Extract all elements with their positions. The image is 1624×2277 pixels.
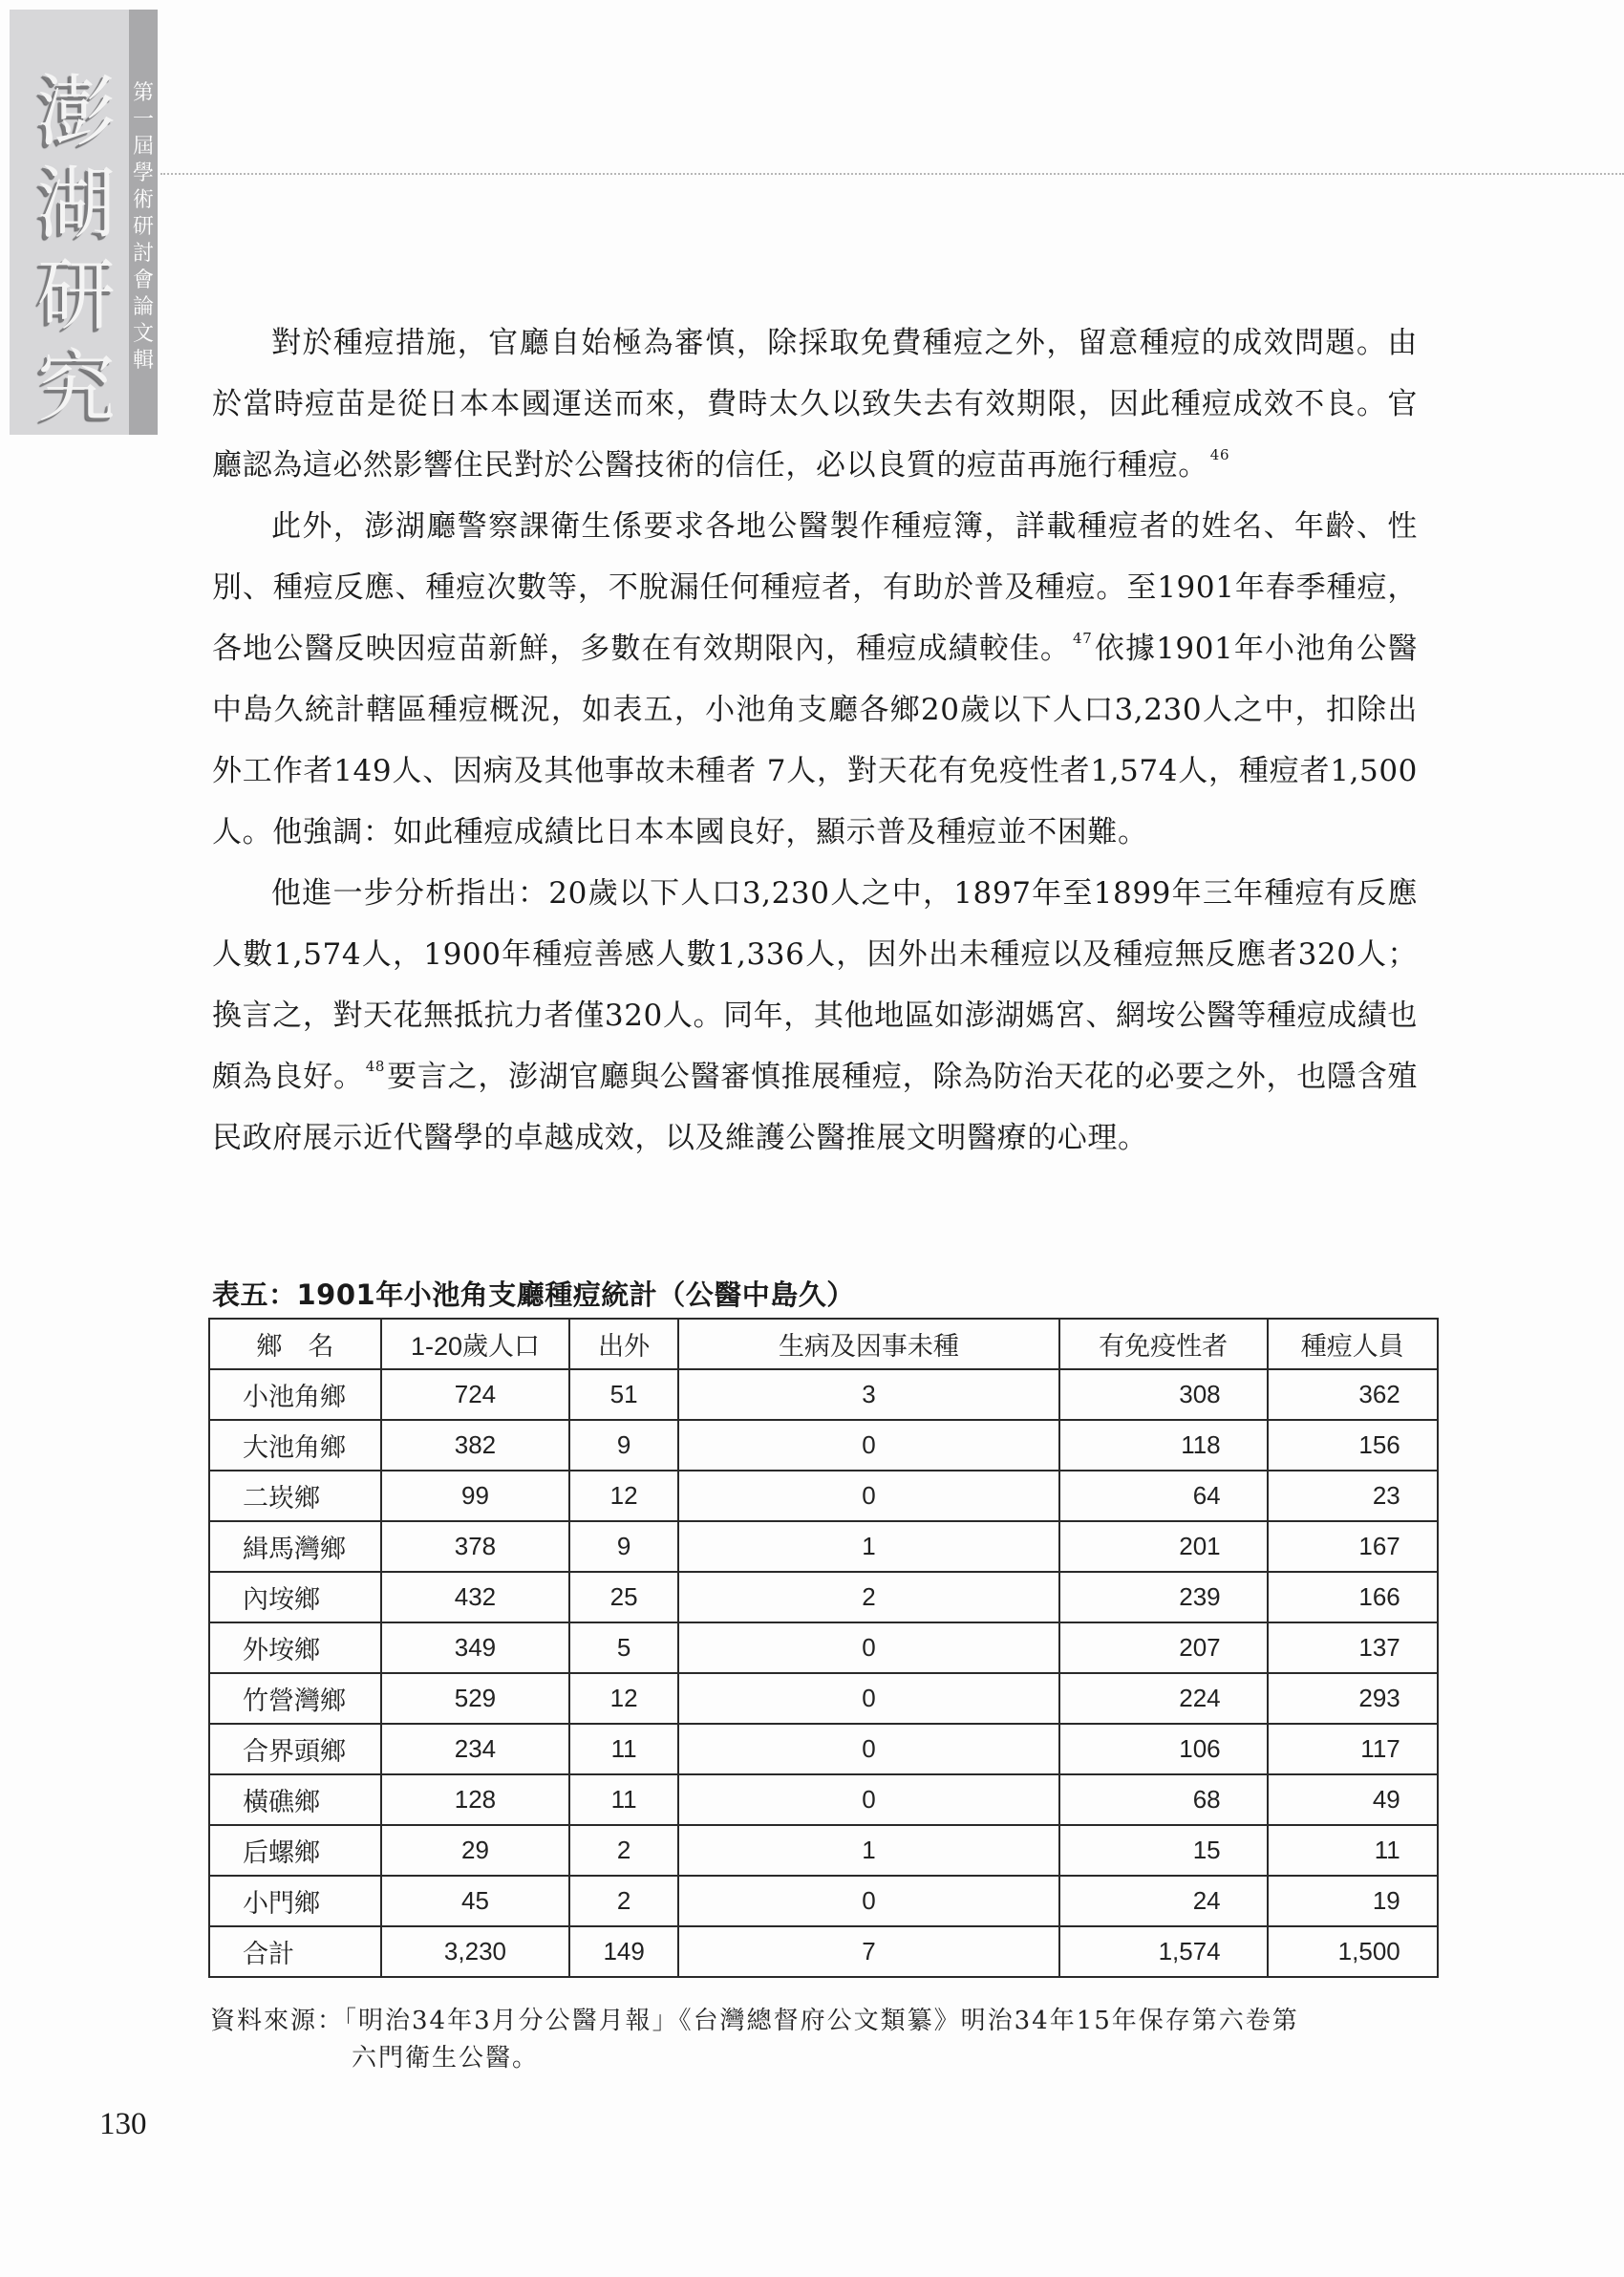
journal-subtitle-char: 討: [132, 242, 154, 266]
cell-sick-unvaccinated: 0: [678, 1471, 1059, 1521]
cell-population: 724: [381, 1369, 569, 1420]
body-paragraph: [212, 496, 1418, 863]
cell-township: 緝馬灣鄉: [209, 1521, 381, 1572]
journal-subtitle-vertical: [129, 80, 158, 375]
footnote-ref[interactable]: 46: [1209, 446, 1230, 463]
cell-population: 99: [381, 1471, 569, 1521]
cell-away: 51: [569, 1369, 678, 1420]
cell-immune-value: 118: [1181, 1430, 1221, 1459]
cell-sick-unvaccinated: 0: [678, 1622, 1059, 1673]
cell-population: 29: [381, 1825, 569, 1876]
table-caption: 表五：1901年小池角支廳種痘統計（公醫中島久）: [212, 1278, 855, 1311]
table-row: [209, 1369, 1438, 1420]
cell-immune-value: 239: [1179, 1582, 1221, 1611]
cell-population: 128: [381, 1774, 569, 1825]
cell-immune: [1059, 1926, 1268, 1977]
table-row: [209, 1420, 1438, 1471]
cell-vaccinated: [1268, 1876, 1439, 1926]
cell-away: 2: [569, 1825, 678, 1876]
cell-township: 小門鄉: [209, 1876, 381, 1926]
footnote-ref[interactable]: 47: [1073, 630, 1093, 647]
cell-immune: [1059, 1572, 1268, 1622]
cell-vaccinated: [1268, 1420, 1439, 1471]
cell-population: 382: [381, 1420, 569, 1471]
cell-away: 25: [569, 1572, 678, 1622]
paragraph-text: 依據1901年小池角公醫中島久統計轄區種痘概況，如表五，小池角支廳各鄉20歲以下人口3,230人之中，扣除出外工作者149人、因病及其他事故未種者 7人，對天花有免疫性者1,574人，種痘者1,500人。他強調：如此種痘成績比日本本國良好，顯示普及種痘並不困難。: [212, 632, 1419, 849]
cell-vaccinated-value: 167: [1358, 1532, 1400, 1560]
body-paragraph: [212, 312, 1418, 496]
cell-immune-value: 224: [1179, 1684, 1221, 1712]
vaccination-stats-table: [208, 1318, 1439, 1978]
journal-subtitle-char: 文: [132, 322, 154, 346]
cell-vaccinated-value: 11: [1374, 1836, 1400, 1864]
cell-immune-value: 308: [1179, 1380, 1221, 1408]
cell-away: 149: [569, 1926, 678, 1977]
page-number: 130: [99, 2107, 147, 2141]
cell-vaccinated: [1268, 1724, 1439, 1774]
cell-vaccinated: [1268, 1926, 1439, 1977]
cell-immune: [1059, 1825, 1268, 1876]
cell-township: 合界頭鄉: [209, 1724, 381, 1774]
cell-township: 竹營灣鄉: [209, 1673, 381, 1724]
cell-population: 529: [381, 1673, 569, 1724]
cell-township: 橫礁鄉: [209, 1774, 381, 1825]
cell-immune-value: 106: [1179, 1734, 1221, 1763]
source-line-2: 六門衛生公醫。: [352, 2044, 540, 2073]
journal-subtitle-char: 一: [132, 108, 154, 132]
source-line-1: 「明治34年3月分公醫月報」《台灣總督府公文類纂》明治34年15年保存第六卷第: [344, 2007, 1299, 2035]
journal-subtitle-char: 會: [132, 269, 154, 292]
cell-away: 12: [569, 1673, 678, 1724]
table-total-row: [209, 1926, 1438, 1977]
footnote-ref[interactable]: 48: [365, 1058, 385, 1075]
body-paragraph: [212, 863, 1418, 1169]
table-row: [209, 1774, 1438, 1825]
paragraph-text: 此外，澎湖廳警察課衛生係要求各地公醫製作種痘簿，詳載種痘者的姓名、年齡、性別、種痘反應、種痘次數等，不脫漏任何種痘者，有助於普及種痘。至1901年春季種痘，各地公醫反映因痘苗新鮮，多數在有效期限內，種痘成績較佳。: [212, 509, 1418, 666]
table-row: [209, 1521, 1438, 1572]
cell-sick-unvaccinated: 0: [678, 1724, 1059, 1774]
cell-vaccinated-value: 23: [1372, 1481, 1400, 1510]
cell-township: 小池角鄉: [209, 1369, 381, 1420]
table-row: [209, 1876, 1438, 1926]
cell-township: 內垵鄉: [209, 1572, 381, 1622]
header-dotted-rule: [160, 173, 1624, 175]
journal-title-char: 研: [36, 250, 116, 341]
cell-immune: [1059, 1622, 1268, 1673]
cell-sick-unvaccinated: 2: [678, 1572, 1059, 1622]
cell-vaccinated-value: 166: [1358, 1582, 1400, 1611]
cell-township: 外垵鄉: [209, 1622, 381, 1673]
header-immune: 有免疫性者: [1059, 1319, 1268, 1369]
cell-away: 2: [569, 1876, 678, 1926]
cell-immune: [1059, 1471, 1268, 1521]
cell-sick-unvaccinated: 0: [678, 1774, 1059, 1825]
cell-sick-unvaccinated: 0: [678, 1420, 1059, 1471]
cell-immune-value: 1,574: [1158, 1937, 1221, 1966]
cell-vaccinated-value: 117: [1360, 1734, 1400, 1763]
table-row: [209, 1572, 1438, 1622]
cell-township: 后螺鄉: [209, 1825, 381, 1876]
cell-immune: [1059, 1724, 1268, 1774]
paragraph-text: 對於種痘措施，官廳自始極為審慎，除採取免費種痘之外，留意種痘的成效問題。由於當時痘苗是從日本本國運送而來，費時太久以致失去有效期限，因此種痘成效不良。官廳認為這必然影響住民對於公醫技術的信任，必以良質的痘苗再施行種痘。: [212, 326, 1418, 483]
cell-vaccinated-value: 49: [1372, 1785, 1400, 1814]
cell-township: 二崁鄉: [209, 1471, 381, 1521]
journal-title-vertical: [29, 67, 124, 434]
cell-immune: [1059, 1369, 1268, 1420]
header-away: 出外: [569, 1319, 678, 1369]
table-row: [209, 1825, 1438, 1876]
source-label: 資料來源：: [210, 2007, 345, 2035]
cell-vaccinated: [1268, 1774, 1439, 1825]
cell-township: 合計: [209, 1926, 381, 1977]
cell-vaccinated: [1268, 1471, 1439, 1521]
body-text: [212, 312, 1418, 1169]
cell-sick-unvaccinated: 7: [678, 1926, 1059, 1977]
cell-immune: [1059, 1521, 1268, 1572]
table-row: [209, 1724, 1438, 1774]
cell-away: 5: [569, 1622, 678, 1673]
cell-away: 9: [569, 1521, 678, 1572]
journal-subtitle-char: 輯: [132, 349, 154, 373]
paragraph-text: 要言之，澎湖官廳與公醫審慎推展種痘，除為防治天花的必要之外，也隱含殖民政府展示近代醫學的卓越成效，以及維護公醫推展文明醫療的心理。: [212, 1060, 1418, 1155]
cell-away: 11: [569, 1774, 678, 1825]
cell-population: 45: [381, 1876, 569, 1926]
cell-vaccinated: [1268, 1521, 1439, 1572]
journal-title-char: 究: [36, 342, 116, 433]
cell-population: 234: [381, 1724, 569, 1774]
journal-subtitle-char: 屆: [132, 135, 154, 159]
header-township: 鄉 名: [209, 1319, 381, 1369]
cell-population: 349: [381, 1622, 569, 1673]
header-vaccinated: 種痘人員: [1268, 1319, 1439, 1369]
cell-vaccinated-value: 19: [1372, 1886, 1400, 1915]
cell-sick-unvaccinated: 1: [678, 1825, 1059, 1876]
journal-subtitle-char: 論: [132, 295, 154, 319]
cell-vaccinated-value: 293: [1358, 1684, 1400, 1712]
cell-population: 378: [381, 1521, 569, 1572]
cell-immune-value: 64: [1192, 1481, 1221, 1510]
cell-away: 11: [569, 1724, 678, 1774]
cell-immune: [1059, 1420, 1268, 1471]
table-header-row: [209, 1319, 1438, 1369]
journal-subtitle-char: 學: [132, 161, 154, 185]
header-sick-unvaccinated: 生病及因事未種: [678, 1319, 1059, 1369]
journal-subtitle-char: 第: [132, 81, 154, 105]
cell-immune-value: 201: [1179, 1532, 1221, 1560]
journal-subtitle-char: 術: [132, 188, 154, 212]
cell-immune-value: 207: [1179, 1633, 1221, 1662]
cell-vaccinated: [1268, 1572, 1439, 1622]
cell-vaccinated-value: 1,500: [1337, 1937, 1400, 1966]
journal-title-char: 湖: [36, 159, 116, 249]
cell-away: 9: [569, 1420, 678, 1471]
cell-vaccinated-value: 362: [1358, 1380, 1400, 1408]
header-population: 1-20歲人口: [381, 1319, 569, 1369]
table-row: [209, 1673, 1438, 1724]
cell-sick-unvaccinated: 3: [678, 1369, 1059, 1420]
cell-vaccinated: [1268, 1673, 1439, 1724]
cell-population: 3,230: [381, 1926, 569, 1977]
source-note: [210, 2003, 1442, 2077]
cell-township: 大池角鄉: [209, 1420, 381, 1471]
cell-immune: [1059, 1876, 1268, 1926]
cell-vaccinated-value: 156: [1358, 1430, 1400, 1459]
journal-title-char: 澎: [36, 67, 116, 158]
cell-away: 12: [569, 1471, 678, 1521]
table-row: [209, 1622, 1438, 1673]
table-row: [209, 1471, 1438, 1521]
cell-vaccinated: [1268, 1369, 1439, 1420]
cell-sick-unvaccinated: 0: [678, 1673, 1059, 1724]
cell-population: 432: [381, 1572, 569, 1622]
cell-sick-unvaccinated: 1: [678, 1521, 1059, 1572]
paragraph-text: 他進一步分析指出：20歲以下人口3,230人之中，1897年至1899年三年種痘有反應人數1,574人，1900年種痘善感人數1,336人，因外出未種痘以及種痘無反應者320人；換言之，對天花無抵抗力者僅320人。同年，其他地區如澎湖媽宮、網垵公醫等種痘成績也頗為良好。: [212, 876, 1418, 1094]
cell-immune-value: 24: [1192, 1886, 1221, 1915]
cell-vaccinated: [1268, 1622, 1439, 1673]
cell-immune-value: 15: [1192, 1836, 1221, 1864]
journal-subtitle-char: 研: [132, 215, 154, 239]
cell-sick-unvaccinated: 0: [678, 1876, 1059, 1926]
cell-immune: [1059, 1673, 1268, 1724]
cell-immune: [1059, 1774, 1268, 1825]
cell-immune-value: 68: [1192, 1785, 1221, 1814]
cell-vaccinated-value: 137: [1358, 1633, 1400, 1662]
cell-vaccinated: [1268, 1825, 1439, 1876]
